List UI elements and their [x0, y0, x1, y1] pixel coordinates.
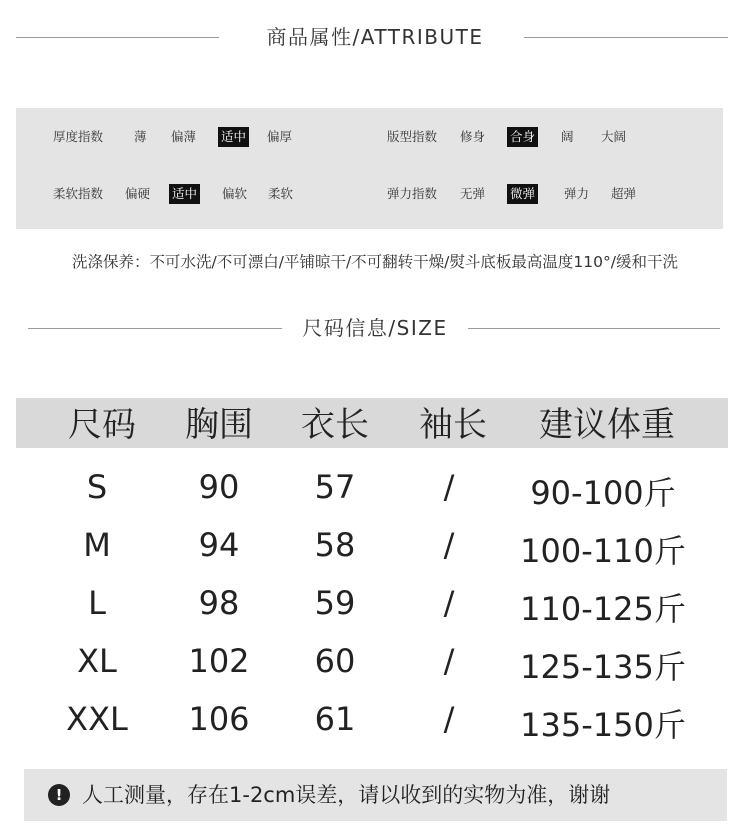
sleeve-cell: /	[443, 700, 455, 738]
attribute-option: 无弹	[460, 186, 486, 201]
size-cell: XL	[77, 642, 117, 680]
exclamation-icon: !	[48, 784, 70, 806]
size-cell: XXL	[66, 700, 128, 738]
length-cell: 59	[314, 584, 356, 622]
size-section-title	[0, 313, 750, 343]
attribute-option-selected: 适中	[169, 184, 200, 204]
care-instructions: 洗涤保养：不可水洗/不可漂白/平铺晾干/不可翻转干燥/熨斗底板最高温度110°/缓和干洗	[72, 253, 678, 271]
attribute-option: 弹力	[564, 186, 590, 201]
attribute-option: 阔	[561, 129, 574, 144]
attribute-label: 版型指数	[387, 129, 438, 144]
attribute-label: 厚度指数	[53, 129, 104, 144]
attribute-option-selected: 适中	[218, 127, 249, 147]
chest-cell: 106	[188, 700, 250, 738]
size-cell: S	[86, 468, 108, 506]
chest-cell: 102	[188, 642, 250, 680]
column-header: 胸围	[185, 405, 253, 445]
sleeve-cell: /	[443, 468, 455, 506]
size-cell: M	[83, 526, 111, 564]
weight-cell: 90-100斤	[530, 474, 676, 512]
attribute-title: 商品属性/ATTRIBUTE	[266, 25, 484, 49]
attribute-label: 柔软指数	[53, 186, 104, 201]
column-header: 建议体重	[539, 405, 675, 445]
attribute-section-title	[0, 22, 750, 52]
column-header: 尺码	[68, 405, 136, 445]
sleeve-cell: /	[443, 584, 455, 622]
length-cell: 58	[314, 526, 356, 564]
note-text: 人工测量，存在1-2cm误差，请以收到的实物为准，谢谢	[82, 783, 611, 807]
column-header: 衣长	[301, 405, 369, 445]
attribute-panel	[16, 108, 723, 229]
measurement-note	[24, 769, 727, 821]
attribute-option: 偏软	[222, 186, 248, 201]
chest-cell: 90	[198, 468, 240, 506]
length-cell: 60	[314, 642, 356, 680]
attribute-option: 薄	[134, 129, 147, 144]
attribute-option: 偏厚	[267, 129, 293, 144]
sleeve-cell: /	[443, 642, 455, 680]
chest-cell: 98	[198, 584, 240, 622]
size-title: 尺码信息/SIZE	[302, 316, 448, 340]
attribute-option: 大阔	[601, 129, 627, 144]
column-header: 袖长	[419, 405, 487, 445]
attribute-option: 修身	[460, 129, 486, 144]
length-cell: 61	[314, 700, 356, 738]
attribute-option: 柔软	[268, 186, 294, 201]
size-table-header	[16, 398, 728, 448]
sleeve-cell: /	[443, 526, 455, 564]
attribute-label: 弹力指数	[387, 186, 438, 201]
weight-cell: 110-125斤	[520, 590, 686, 628]
attribute-option: 偏薄	[171, 129, 197, 144]
attribute-option-selected: 微弹	[507, 184, 538, 204]
weight-cell: 125-135斤	[520, 648, 686, 686]
length-cell: 57	[314, 468, 356, 506]
size-cell: L	[88, 584, 106, 622]
weight-cell: 100-110斤	[520, 532, 686, 570]
chest-cell: 94	[198, 526, 240, 564]
weight-cell: 135-150斤	[520, 706, 686, 744]
attribute-option-selected: 合身	[507, 127, 538, 147]
attribute-option: 超弹	[611, 186, 637, 201]
attribute-option: 偏硬	[125, 186, 151, 201]
